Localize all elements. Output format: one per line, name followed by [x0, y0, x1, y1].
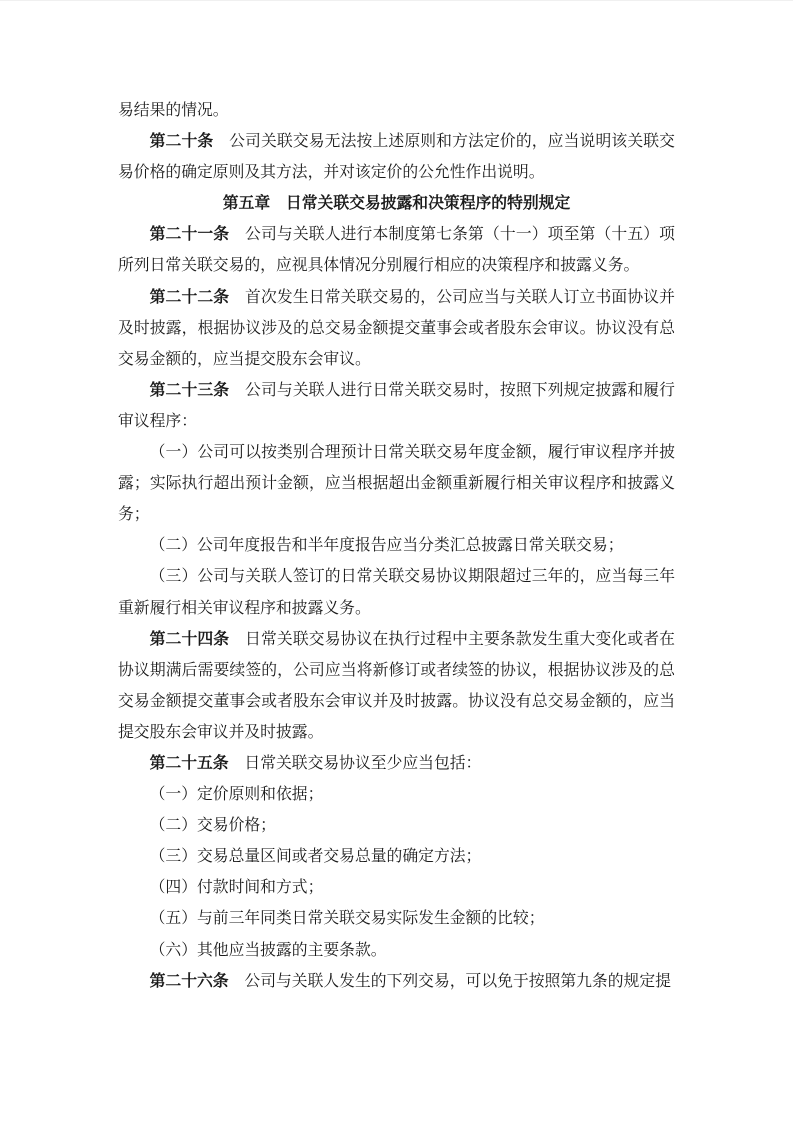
- article-22-text: 首次发生日常关联交易的，公司应当与关联人订立书面协议并及时披露，根据协议涉及的总交易金额提交董事会或者股东会审议。协议没有总交易金额的，应当提交股东会审议。: [118, 288, 675, 368]
- article-25-item-6: [118, 935, 675, 966]
- article-21: [118, 219, 675, 281]
- chapter-5-title: 日常关联交易披露和决策程序的特别规定: [285, 195, 571, 213]
- article-23-text: 公司与关联人进行日常关联交易时，按照下列规定披露和履行审议程序：: [118, 381, 675, 430]
- article-21-text: 公司与关联人进行本制度第七条第（十一）项至第（十五）项所列日常关联交易的，应视具体情况分别履行相应的决策程序和披露义务。: [118, 226, 675, 275]
- list-item-text: （六）其他应当披露的主要条款。: [149, 941, 387, 959]
- list-item-text: （三）交易总量区间或者交易总量的确定方法；: [149, 848, 482, 866]
- article-25-item-2: [118, 810, 675, 841]
- article-23-item-3: [118, 561, 675, 623]
- article-23-number: 第二十三条: [149, 381, 230, 399]
- paragraph-text: 易结果的情况。: [118, 102, 229, 119]
- article-26-text: 公司与关联人发生的下列交易，可以免于按照第九条的规定提: [244, 972, 671, 990]
- continuation-line: [118, 95, 675, 126]
- chapter-5-heading: [118, 188, 675, 219]
- article-25-item-1: [118, 779, 675, 810]
- article-20-number: 第二十条: [149, 133, 214, 151]
- list-item-text: （二）交易价格；: [149, 817, 276, 835]
- article-25-item-5: [118, 903, 675, 934]
- article-25-number: 第二十五条: [149, 754, 229, 772]
- article-24-text: 日常关联交易协议在执行过程中主要条款发生重大变化或者在协议期满后需要续签的，公司应当将新修订或者续签的协议，根据协议涉及的总交易金额提交董事会或者股东会审议并及时披露。协议没有总交易金额的，应当提交股东会审议并及时披露。: [118, 630, 675, 741]
- article-22-number: 第二十二条: [149, 288, 230, 306]
- article-24: [118, 624, 675, 748]
- article-25-item-3: [118, 841, 675, 872]
- chapter-5-number: 第五章: [222, 195, 271, 213]
- article-20: [118, 126, 675, 188]
- article-24-number: 第二十四条: [149, 630, 230, 648]
- article-26: [118, 966, 675, 997]
- article-25-item-4: [118, 872, 675, 903]
- article-20-text: 公司关联交易无法按上述原则和方法定价的，应当说明该关联交易价格的确定原则及其方法，并对该定价的公允性作出说明。: [118, 133, 675, 182]
- article-23-item-1: [118, 437, 675, 530]
- article-25: [118, 748, 675, 779]
- article-22: [118, 282, 675, 375]
- list-item-text: （五）与前三年同类日常关联交易实际发生金额的比较；: [149, 910, 545, 928]
- article-23-item-2: [118, 530, 675, 561]
- article-23: [118, 375, 675, 437]
- list-item-text: （一）公司可以按类别合理预计日常关联交易年度金额，履行审议程序并披露；实际执行超出预计金额，应当根据超出金额重新履行相关审议程序和披露义务；: [118, 444, 675, 524]
- list-item-text: （四）付款时间和方式；: [149, 879, 324, 897]
- article-21-number: 第二十一条: [149, 226, 230, 244]
- list-item-text: （一）定价原则和依据；: [149, 786, 324, 804]
- list-item-text: （二）公司年度报告和半年度报告应当分类汇总披露日常关联交易；: [149, 537, 624, 555]
- article-26-number: 第二十六条: [149, 972, 229, 990]
- list-item-text: （三）公司与关联人签订的日常关联交易协议期限超过三年的，应当每三年重新履行相关审议程序和披露义务。: [118, 568, 675, 617]
- article-25-text: 日常关联交易协议至少应当包括：: [244, 754, 482, 772]
